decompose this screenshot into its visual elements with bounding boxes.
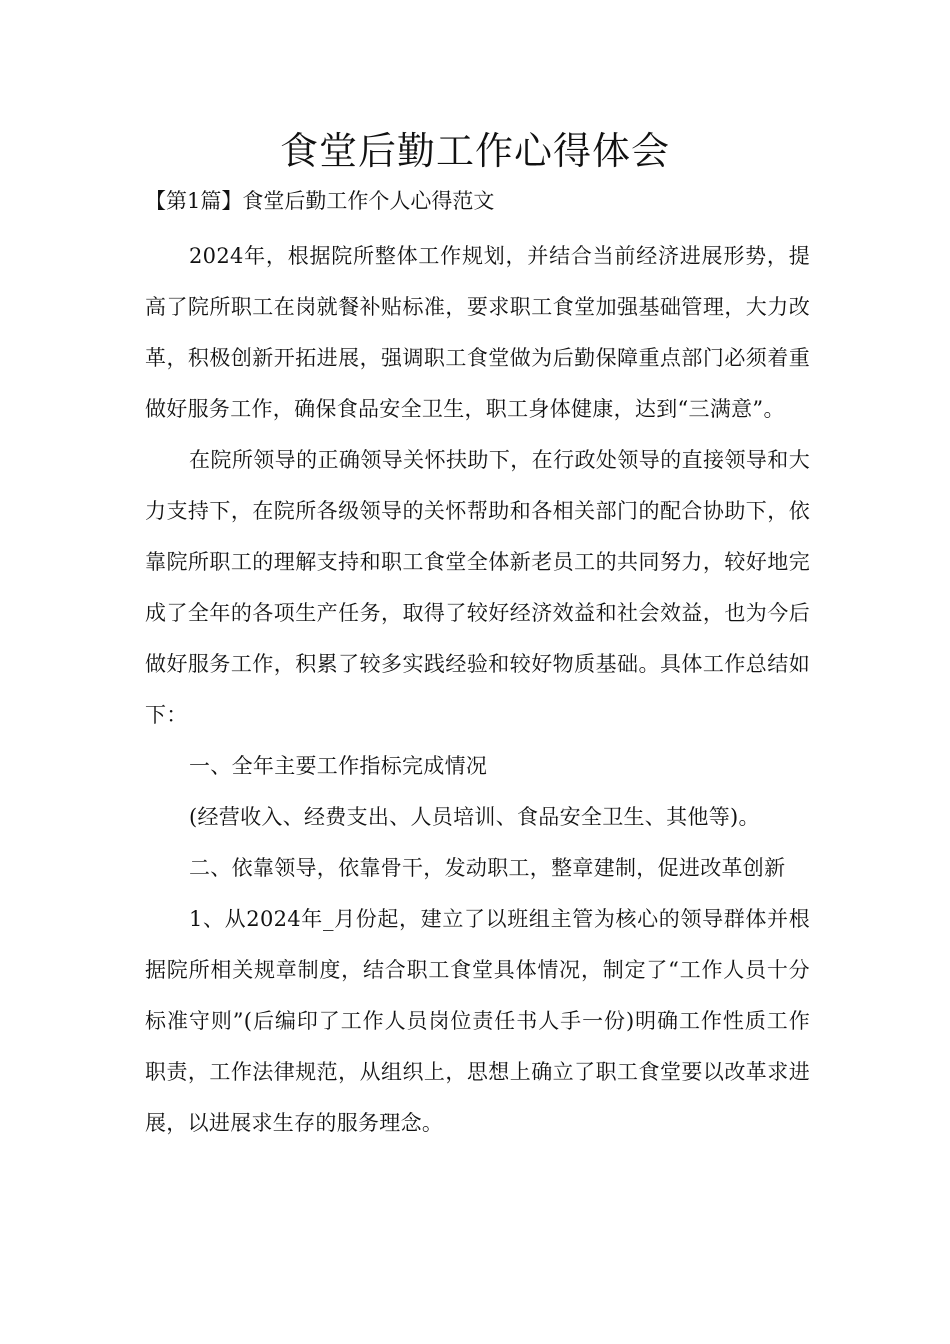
document-body xyxy=(145,231,810,1149)
document-title: 食堂后勤工作心得体会 xyxy=(279,129,670,173)
paragraph-item-1: 1、从2024年_月份起，建立了以班组主管为核心的领导群体并根据院所相关规章制度，结合职工食堂具体情况，制定了“工作人员十分标准守则”(后编印了工作人员岗位责任书人手一份)明确工作性质工作职责，工作法律规范，从组织上，思想上确立了职工食堂要以改革求进展，以进展求生存的服务理念。 xyxy=(145,907,810,1135)
paragraph-leadership: 在院所领导的正确领导关怀扶助下，在行政处领导的直接领导和大力支持下，在院所各级领导的关怀帮助和各相关部门的配合协助下，依靠院所职工的理解支持和职工食堂全体新老员工的共同努力，较好地完成了全年的各项生产任务，取得了较好经济效益和社会效益，也为今后做好服务工作，积累了较多实践经验和较好物质基础。具体工作总结如下： xyxy=(145,448,810,727)
section-heading-2: 二、依靠领导，依靠骨干，发动职工，整章建制，促进改革创新 xyxy=(189,856,786,880)
section-note-1: (经营收入、经费支出、人员培训、食品安全卫生、其他等)。 xyxy=(189,805,760,829)
section-heading-1: 一、全年主要工作指标完成情况 xyxy=(189,754,488,778)
paragraph-intro: 2024年，根据院所整体工作规划，并结合当前经济进展形势，提高了院所职工在岗就餐补贴标准，要求职工食堂加强基础管理，大力改革，积极创新开拓进展，强调职工食堂做为后勤保障重点部门必须着重做好服务工作，确保食品安全卫生，职工身体健康，达到“三满意”。 xyxy=(145,244,810,421)
article-subheading: 【第1篇】食堂后勤工作个人心得范文 xyxy=(145,189,495,213)
